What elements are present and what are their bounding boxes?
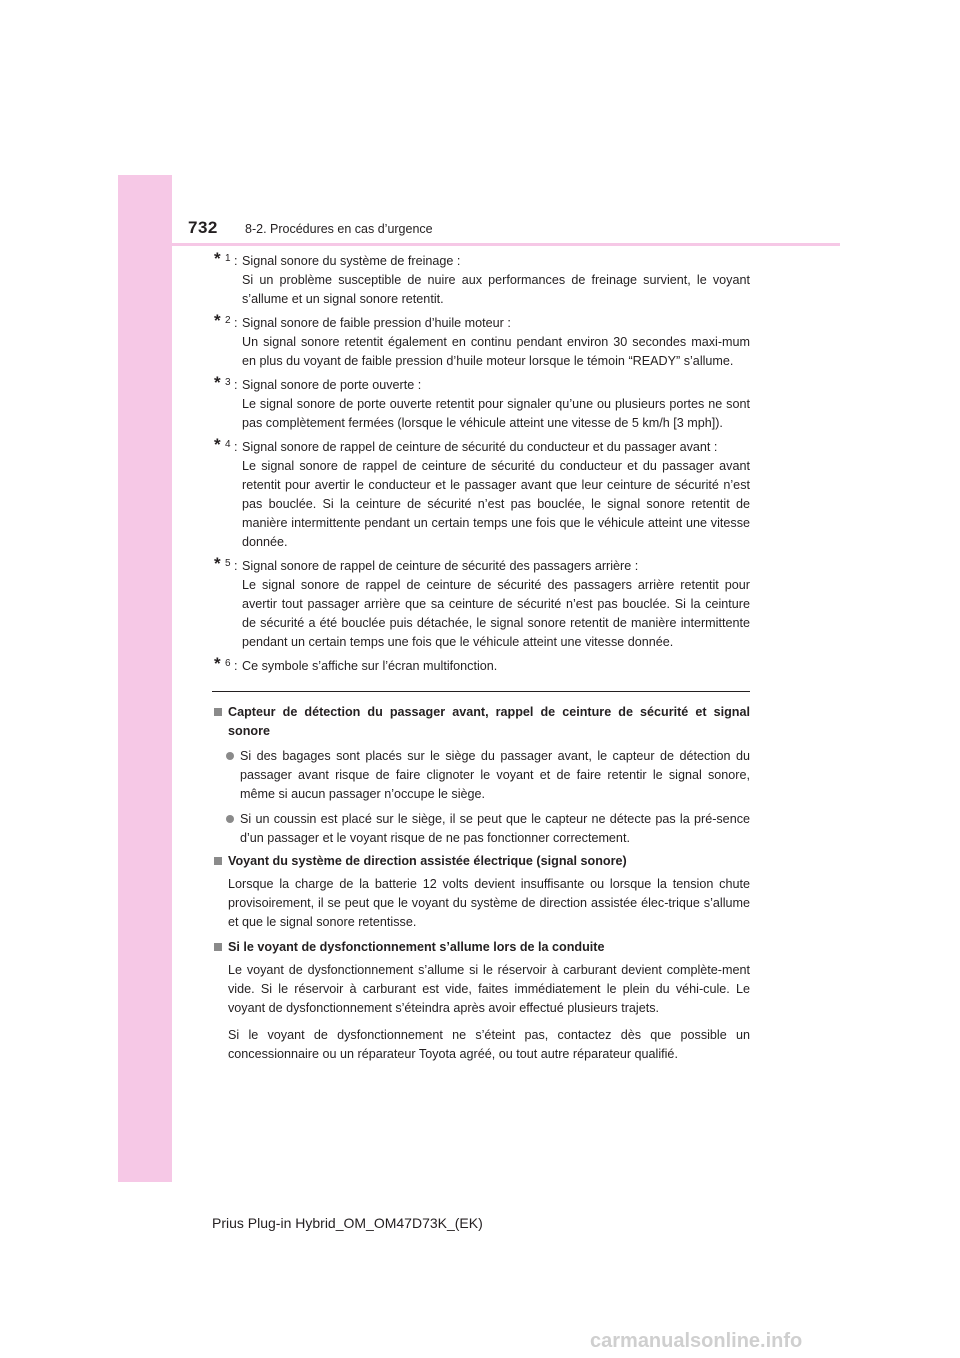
footnote-marker: * 3 : xyxy=(214,373,238,392)
footnote-marker: * 1 : xyxy=(214,249,238,268)
footnote-text: Le signal sonore de rappel de ceinture de sécurité des passagers arrière retentit pour avertir tout passager arrière que sa ceinture de sécurité n’est pas bouclée. Si la ceinture de sécurité a été bouclée puis détachée, le signal sonore retentit de manière intermittente pendant un certain temps une fois que le véhicule atteint une vitesse donnée. xyxy=(242,578,750,649)
section-paragraph: Si le voyant de dysfonctionnement ne s’éteint pas, contactez dès que possible un concessionnaire ou un réparateur Toyota agréé, ou tout autre réparateur qualifié. xyxy=(228,1028,750,1061)
footnote-title: Signal sonore de rappel de ceinture de sécurité des passagers arrière : xyxy=(242,559,639,573)
section-paragraph: Lorsque la charge de la batterie 12 volts devient insuffisante ou lorsque la tension chute provisoirement, il se peut que le voyant du système de direction assistée élec-trique s’allume et que le signal sonore retentisse. xyxy=(228,877,750,929)
section-heading: Si le voyant de dysfonctionnement s’allume lors de la conduite xyxy=(212,938,750,957)
footnote-marker: * 6 : xyxy=(214,654,238,673)
list-item: Si un coussin est placé sur le siège, il se peut que le capteur ne détecte pas la pré-sence d’un passager et le voyant risque de ne pas fonctionner correctement. xyxy=(226,810,750,848)
footnote-title: Signal sonore du système de freinage : xyxy=(242,254,461,268)
side-tab-band xyxy=(118,175,172,1182)
footnote-title: Signal sonore de faible pression d’huile moteur : xyxy=(242,316,511,330)
section-heading: Capteur de détection du passager avant, rappel de ceinture de sécurité et signal sonore xyxy=(212,703,750,741)
section-title: 8-2. Procédures en cas d’urgence xyxy=(245,222,433,236)
section-divider xyxy=(212,691,750,692)
footnote-5 xyxy=(212,554,750,652)
page-content xyxy=(212,249,750,1064)
section-malfunction-light xyxy=(212,938,750,1064)
footnote-marker: * 4 : xyxy=(214,435,238,454)
footnote-marker: * 5 : xyxy=(214,554,238,573)
page-number: 732 xyxy=(188,218,218,237)
footnote-text: Ce symbole s’affiche sur l’écran multifonction. xyxy=(242,659,498,673)
footnote-1 xyxy=(212,249,750,309)
footnote-3 xyxy=(212,373,750,433)
section-paragraph: Le voyant de dysfonctionnement s’allume si le réservoir à carburant devient complète-ment vide. Si le réservoir à carburant est vide, faites immédiatement le plein du véhi-cule. Le voyant de dysfonctionnement s’éteindra après avoir effectué plusieurs trajets. xyxy=(228,963,750,1015)
square-bullet-icon xyxy=(214,708,222,716)
square-bullet-icon xyxy=(214,943,222,951)
circle-bullet-icon xyxy=(226,752,234,760)
header-rule xyxy=(172,243,840,246)
footnote-text: Si un problème susceptible de nuire aux performances de freinage survient, le voyant s’allume et un signal sonore retentit. xyxy=(242,273,750,306)
section-power-steering xyxy=(212,852,750,932)
footnote-4 xyxy=(212,435,750,552)
section-heading: Voyant du système de direction assistée électrique (signal sonore) xyxy=(212,852,750,871)
footnote-6 xyxy=(212,654,750,676)
footer-document-id: Prius Plug-in Hybrid_OM_OM47D73K_(EK) xyxy=(212,1215,483,1231)
footnote-2 xyxy=(212,311,750,371)
list-item: Si des bagages sont placés sur le siège du passager avant, le capteur de détection du passager avant risque de faire clignoter le voyant et de faire retentir le signal sonore, même si aucun passager n’occupe le siège. xyxy=(226,747,750,804)
circle-bullet-icon xyxy=(226,815,234,823)
square-bullet-icon xyxy=(214,857,222,865)
footnote-marker: * 2 : xyxy=(214,311,238,330)
footnote-title: Signal sonore de rappel de ceinture de sécurité du conducteur et du passager avant : xyxy=(242,440,718,454)
footnote-text: Un signal sonore retentit également en continu pendant environ 30 secondes maxi-mum en plus du voyant de faible pression d’huile moteur lorsque le témoin “READY” s’allume. xyxy=(242,335,750,368)
footnote-text: Le signal sonore de porte ouverte retentit pour signaler qu’une ou plusieurs portes ne sont pas complètement fermées (lorsque le véhicule atteint une vitesse de 5 km/h [3 mph]). xyxy=(242,397,750,430)
section-passenger-sensor xyxy=(212,703,750,848)
footnote-text: Le signal sonore de rappel de ceinture de sécurité du conducteur et du passager avant retentit pour avertir le conducteur et le passager avant que leur ceinture de sécurité n’est pas bouclée. Si la ceinture de sécurité n’est pas bouclée, le signal sonore retentit de manière intermittente pendant un certain temps une fois que le véhicule atteint une vitesse donnée. xyxy=(242,459,750,549)
footnote-title: Signal sonore de porte ouverte : xyxy=(242,378,422,392)
watermark: carmanualsonline.info xyxy=(590,1330,803,1352)
